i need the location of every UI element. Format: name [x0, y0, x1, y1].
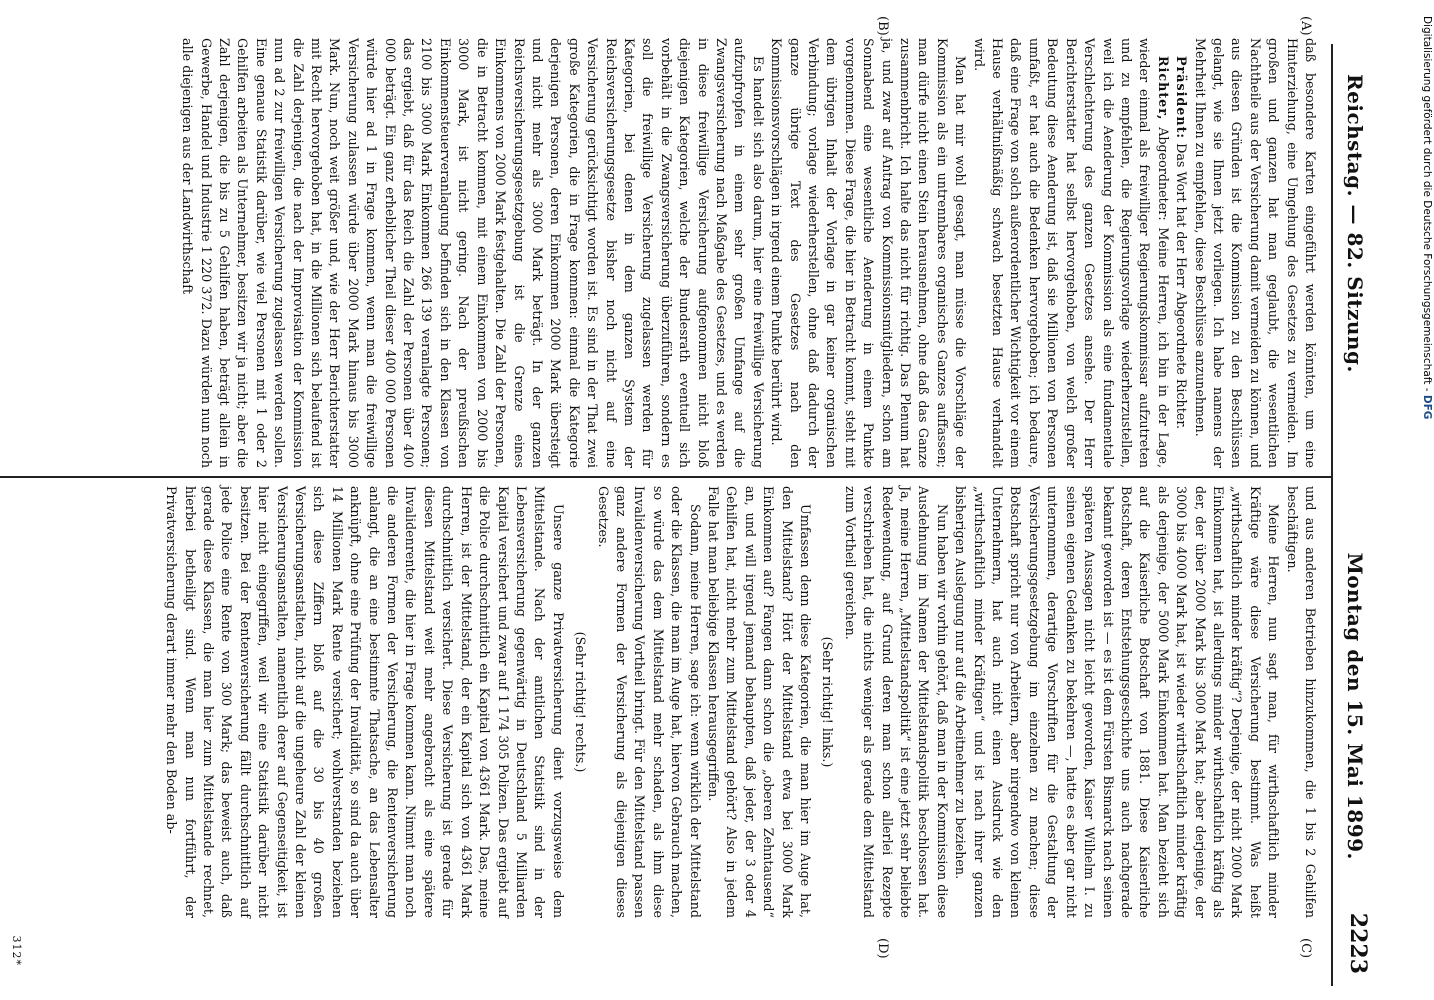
paragraph: Meine Herren, nun sagt man, für wirthschaftlich minder Kräftige wäre diese Versicherung bestimmt. Was heißt „wirthschaftlich minder kräftig“? Derjenige, der nicht 2000 Mark Einkommen hat, ist allerdings minder wirthschaftlich kräftig als der, der über 2000 Mark bis 3000 Mark hat; aber derjenige, der 3000 bis 4000 Mark hat, ist wieder wirthschaftlich minder kräftig als derjenige, der 5000 Mark Einkommen hat. Man bezieht sich auf die Kaiserliche Botschaft von 1881. Diese Kaiserliche Botschaft, deren Entstehungsgeschichte uns auch nachgerade bekannt geworden ist — es ist dem Fürsten Bismarck nach seinen späteren Aussagen nicht leicht geworden, Kaiser Wilhelm I. zu seinen eigenen Gedanken zu bekehren —, hatte es aber gar nicht unternommen, derartige Vorschriften für die Gestaltung der Versicherungsgesetzgebung im einzelnen zu machen; diese Botschaft spricht nur von Arbeitern, aber nirgendwo von kleinen Unternehmern, hat auch nicht einen Ausdruck wie den „wirthschaftlich minder Kräftigen“ und ist nach ihrer ganzen bisherigen Auslegung nur auf die Arbeitnehmer zu beziehen. — [953, 486, 1282, 918]
rotated-scan-page — [0, 8, 1395, 988]
paragraph: Man hat mir wohl gesagt, man müsse die Vorschläge der Kommission als ein untrennbares organisches Ganzes auffassen; man dürfe nicht einen Stein herausnehmen, ohne daß das Ganze zusammenbricht. Ich halte das nicht für richtig. Das Plenum hat ja, und zwar auf Antrag von Kommissionsmitgliedern, schon am Sonnabend eine wesentliche Aenderung in einem Punkte vorgenommen. Diese Frage, die hier in Betracht kommt, steht mit dem übrigen Inhalt der Vorlage in gar keiner organischen Verbindung; vorlage wiederherstellen, ohne daß dadurch der ganze übrige Text des Gesetzes nach den Kommissionsvorschlägen in irgend einem Punkte berührt wird. — [769, 38, 969, 468]
speaker-name: Präsident: — [1174, 56, 1190, 140]
paragraph: Umfassen denn diese Kategorien, die man hier im Auge hat, den Mittelstand? Hört der Mittelstand etwa bei 3000 Mark Einkommen auf? Fangen dann schon die „oberen Zehntausend“ an, und will irgend jemand behaupten, daß jeder, der 3 oder 4 Gehilfen hat, nicht mehr zum Mittelstand gehört? Also in jedem Falle hat man beliebige Klassen herausgegriffen. — [706, 486, 814, 918]
paragraph: Unsere ganze Privatversicherung dient vorzugsweise dem Mittelstande. Nach der amtlichen Statistik sind in der Lebensversicherung gegenwärtig in Deutschland 5 Milliarden Kapital versichert und zwar auf 1 174 305 Polizen. Das ergiebt auf die Police durchschnittlich ein Kapital von 4361 Mark. Das, meine Herren, ist der Mittelstand, der ein Kapital sich von 4361 Mark durchschnittlich versichert. Diese Versicherung ist gerade für diesen Mittelstand weit mehr angebracht als eine spätere Invalidenrente, die hier in Frage kommen kann. Nimmt man noch die anderen Formen der Versicherung, die Rentenversicherung anlangt, die an eine bestimmte Thatsache, an das Lebensalter anknüpft, ohne eine Prüfung der Invalidität, so sind da auch über 14 Millionen Mark Rente versichert; wohlverstanden beziehen sich diese Ziffern bloß auf die 30 bis 40 großen Versicherungsanstalten, nicht auf die ungeheure Zahl der kleinen Versicherungsanstalten, namentlich derer auf Gegenseitigkeit, ist hier nicht eingegriffen, weil wir eine Statistik darüber nicht besitzen. Bei der Rentenversicherung fällt durchschnittlich auf jede Police eine Rente von 300 Mark; das beweist auch, daß gerade diese Klassen, die man hier zum Mittelstande rechnet, hierbei betheiligt sind. Wenn man nun fortführt, der Privatversicherung derart immer mehr den Boden ab- — [164, 486, 566, 918]
header-session: Reichstag. — 82. Sitzung. — [1343, 74, 1367, 373]
column-divider — [0, 476, 1333, 478]
margin-marker-a: (A) — [1298, 16, 1313, 36]
paragraph: Sodann, meine Herren, sage ich: wenn wirklich der Mittelstand oder die Klassen, die man im Auge hat, hiervon Gebrauch machen, so würde das dem Mittelstand mehr schaden, als ihm diese Invalidenversicherung Vortheil bringt. Für den Mittelstand passen ganz andere Formen der Versicherung als diejenigen dieses Gesetzes. — [595, 486, 703, 918]
speaker-paragraph — [1172, 38, 1190, 468]
paragraph: daß besondere Karten eingeführt werden könnten, um eine Hinterziehung, eine Umgehung des Gesetzes zu vermeiden. Im großen und ganzen hat man geglaubt, die wesentlichen Nachtheile aus der Versicherung damit vermeiden zu können, und aus diesen Gründen ist die Kommission zu den Beschlüssen gelangt, wie sie Ihnen jetzt vorliegen. Ich habe namens der Mehrheit Ihnen zu empfehlen, diese Beschlüsse anzunehmen. — [1192, 38, 1318, 468]
speaker-paragraph — [969, 38, 1171, 468]
margin-marker-b: (B) — [875, 16, 890, 36]
interjection: (Sehr richtig! rechts.) — [573, 631, 589, 773]
right-column — [0, 486, 1319, 918]
margin-marker-c: (C) — [1298, 938, 1313, 959]
left-column — [0, 38, 1319, 468]
page-number: 2223 — [1345, 912, 1371, 974]
paragraph: Es handelt sich also darum, hier eine freiwillige Versicherung aufzupfropfen in einem sehr großen Umfange auf die Zwangsversicherung nach Maßgabe des Gesetzes, und es werden in diese freiwillige Versicherung aufgenommen nicht bloß diejenigen Kategorien, welche der Bundesrath eventuell sich vorbehält in die Zwangsversicherung überzuführen, sondern es soll die freiwillige Versicherung zugelassen werden für Kategorien, bei denen in dem ganzen System der Reichsversicherungsgesetze bisher noch nicht auf eine Versicherung gerücksichtigt worden ist. Es sind in der That zwei große Kategorien, die in Frage kommen: einmal die Kategorie derjenigen Personen, deren Einkommen 2000 Mark übersteigt und nicht mehr als 3000 Mark beträgt. In der ganzen Reichsversicherungsgesetzgebung ist die Grenze eines Einkommens von 2000 Mark festgehalten. Die Zahl der Personen, die in Betracht kommen, mit einem Einkommen von 2000 bis 3000 Mark, ist nicht gering. Nach der preußischen Einkommensteuerveranlagung befinden sich in den Klassen von 2100 bis 3000 Mark Einkommen 266 139 veranlagte Personen; das ergiebt, daß für das Reich die Zahl der Personen über 400 000 beträgt. Ein ganz erheblicher Theil dieser 400 000 Personen würde hier ad 1 in Frage kommen, wenn man die freiwillige Versicherung zulassen würde über 2000 Mark hinaus bis 3000 Mark. Nun, noch weit größer und, wie der Herr Berichterstatter mit Recht hervorgehoben hat, in die Millionen sich belaufend ist die Zahl derjenigen, die nach der Improvisation der Kommission nun ad 2 zur freiwilligen Versicherung zugelassen werden sollen. Eine genaue Statistik darüber, wie viel Personen mit 1 oder 2 Gehilfen arbeiten als Unternehmer, besitzen wir ja nicht; aber die Zahl derjenigen, die bis zu 5 Gehilfen haben, beträgt allein in Gewerbe, Handel und Industrie 1 220 372. Dazu würden nun noch alle diejenigen aus der Landwirthschaft — [180, 38, 766, 468]
speaker-text: Das Wort hat der Herr Abgeordnete Richter. — [1174, 139, 1190, 430]
header-date: Montag den 15. Mai 1899. — [1343, 552, 1367, 860]
digitization-credit — [1415, 8, 1434, 988]
signature-mark: 312* — [10, 935, 23, 966]
paragraph: Nun haben wir vorhin gehört, daß man in der Kommission diese Ausdehnung im Namen der Mittelstandspolitik beschlossen hat. Ja, meine Herren, „Mittelstandspolitik“ ist eine jetzt sehr beliebte Redewendung, auf Grund deren man schon allerlei Rezepte verschrieben hat, die nichts weniger als gerade dem Mittelstand zum Vortheil gereichen. — [842, 486, 950, 918]
speaker-text: Abgeordneter: Meine Herren, ich bin in der Lage, wieder einmal als freiwilliger Regierungskommissar aufzutreten und zu empfehlen, die Regierungsvorlage wiederherzustellen, weil ich die Aenderung der Kommission als eine fundamentale Verschlechterung des ganzen Gesetzes ansehe. Der Herr Berichterstatter hat selbst hervorgehoben, von welch großer Bedeutung diese Aenderung ist, daß sie Millionen von Personen umfaßt, er hat auch die Bedenken hervorgehoben; ich bedaure, daß eine Frage von solch außerordentlicher Wichtigkeit vor einem Hause verhältnißmäßig schwach besetzten Hause verhandelt wird. — [971, 38, 1171, 468]
page-header — [1331, 14, 1395, 980]
speaker-name: Richter, — [1155, 56, 1171, 121]
dfg-logo: DFG — [1421, 394, 1433, 420]
paragraph: und aus anderen Betrieben hinzukommen, die 1 bis 2 Gehilfen beschäftigen. — [1284, 486, 1318, 918]
credit-text: Digitalisierung gefördert durch die Deutsche Forschungsgemeinschaft - — [1421, 16, 1433, 395]
margin-marker-d: (D) — [875, 938, 890, 959]
interjection: (Sehr richtig! links.) — [820, 636, 836, 768]
header-rule — [1331, 44, 1333, 986]
